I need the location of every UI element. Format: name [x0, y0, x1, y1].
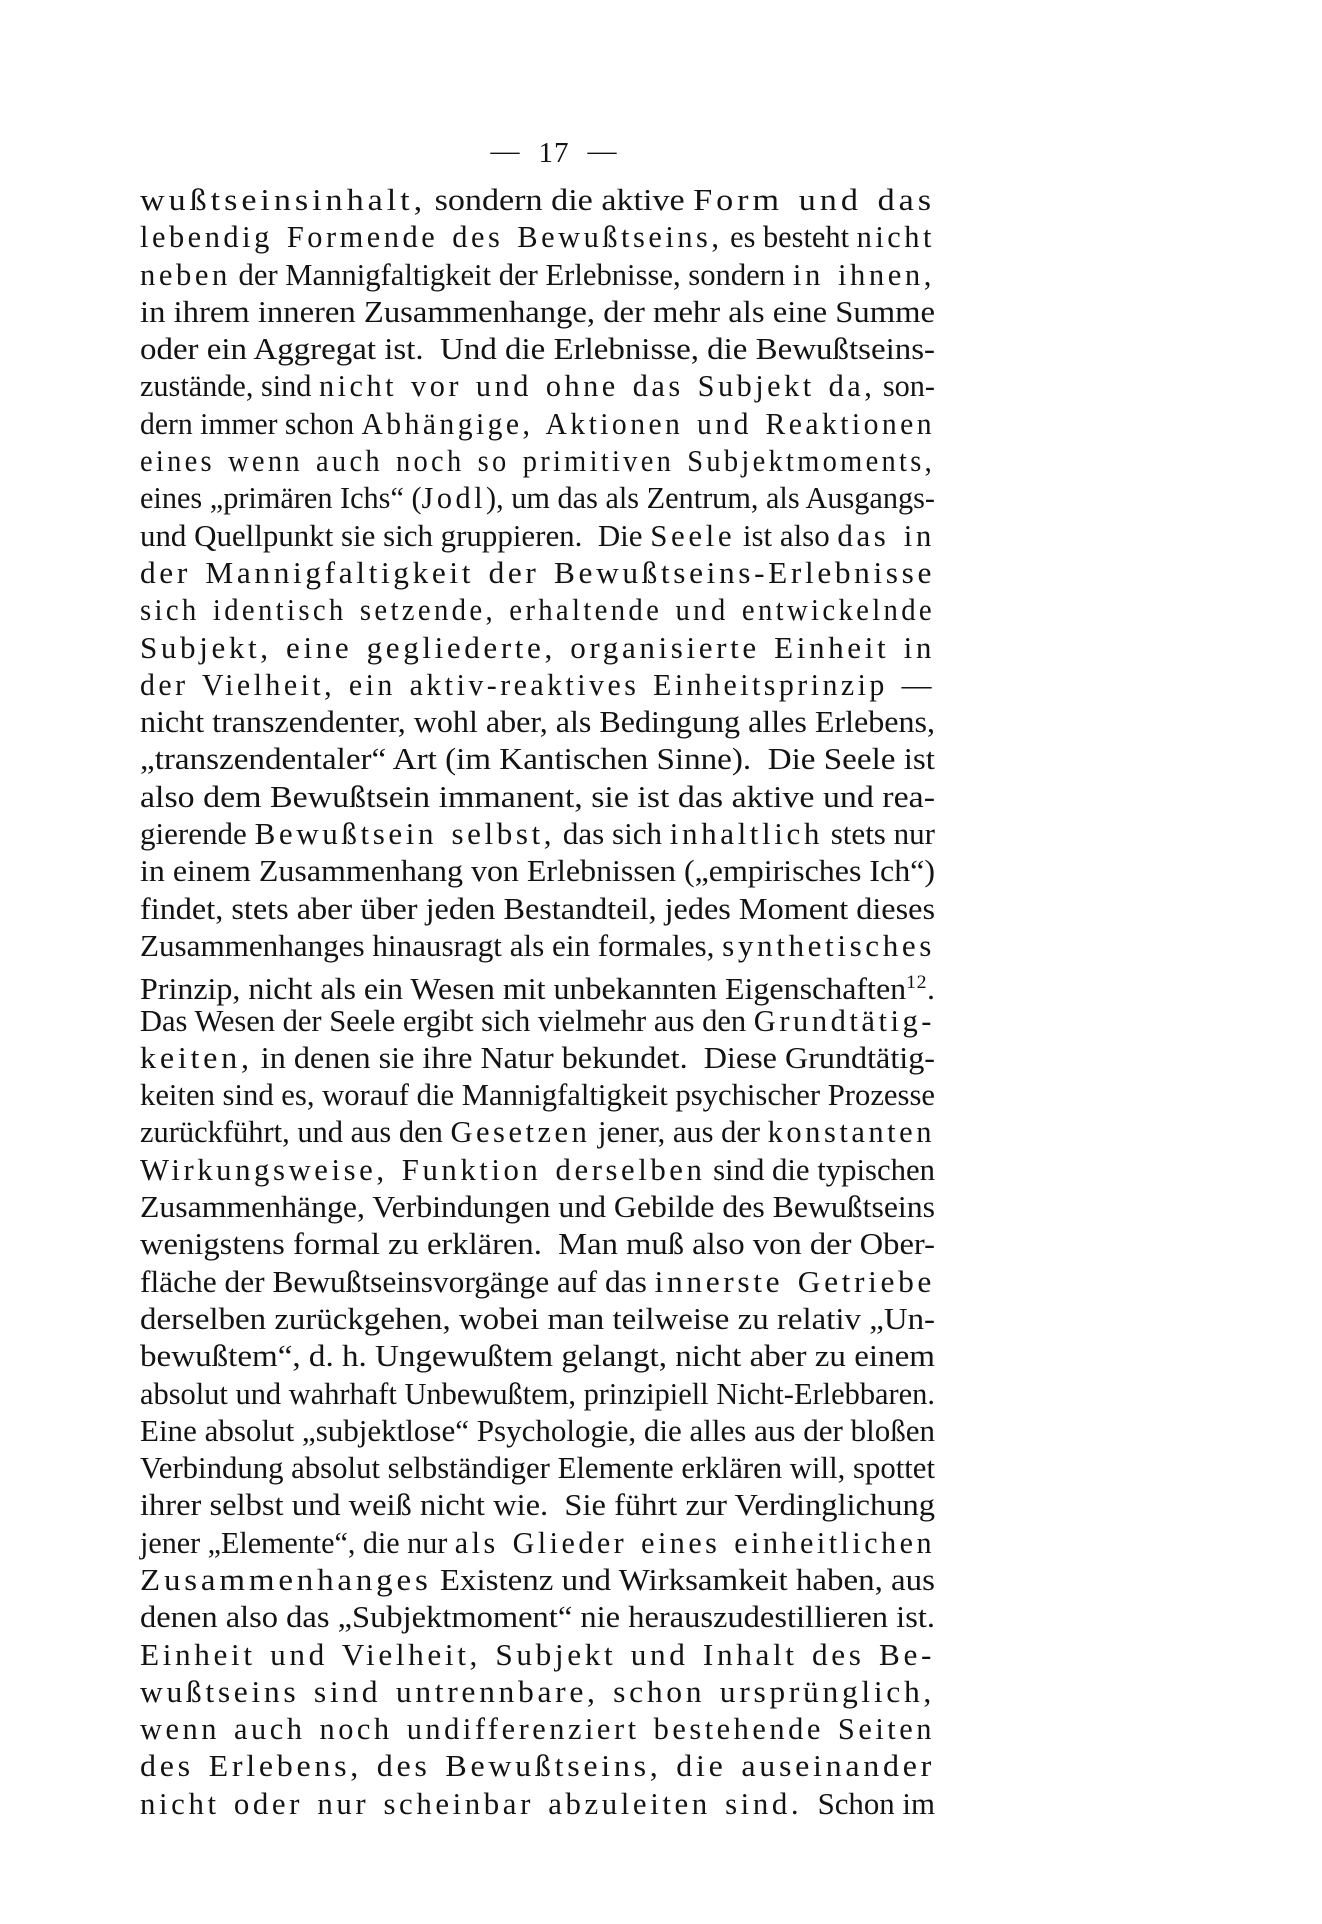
text-segment: fläche der Bewußtseinsvorgänge auf das — [140, 1263, 655, 1299]
text-line-content — [140, 554, 935, 591]
text-line — [140, 1561, 935, 1598]
text-line-content — [140, 591, 935, 628]
letterspaced-emphasis-segment: Gesetzen — [450, 1114, 591, 1150]
text-line — [140, 629, 935, 666]
letterspaced-emphasis-segment: das in — [837, 517, 935, 553]
text-line — [140, 181, 935, 218]
text-line-content — [140, 1673, 935, 1710]
text-segment: dern immer schon — [140, 405, 362, 441]
letterspaced-emphasis-segment: sich identisch setzende, erhaltende und entwickelnde — [140, 592, 935, 628]
text-line-content — [140, 1151, 935, 1188]
text-segment: Eine absolut „subjektlose“ Psychologie, die alles aus der bloßen — [140, 1412, 935, 1448]
letterspaced-emphasis-segment: eines wenn auch noch so primitiven Subjektmoments, — [140, 443, 935, 479]
text-line — [140, 517, 935, 554]
text-line-content — [140, 330, 935, 367]
letterspaced-emphasis-segment: Wirkungsweise, Funktion derselben — [140, 1151, 706, 1187]
text-segment: Existenz und Wirksamkeit haben, aus — [431, 1561, 935, 1597]
text-line — [140, 1151, 935, 1188]
text-segment: absolut und wahrhaft Unbewußtem, prinzipiell Nicht-Erlebbaren. — [140, 1375, 935, 1411]
text-line-content — [140, 218, 935, 255]
letterspaced-emphasis-segment: neben — [140, 256, 231, 292]
text-line-content — [140, 1225, 935, 1262]
text-segment: in einem Zusammenhang von Erlebnissen („empirisches Ich“) — [140, 853, 936, 889]
text-line — [140, 293, 935, 330]
text-segment: jener, aus der — [590, 1114, 768, 1150]
text-line-content — [140, 1710, 935, 1747]
text-segment: nicht transzendenter, wohl aber, als Bedingung alles Erlebens, — [140, 704, 935, 740]
letterspaced-emphasis-segment: Einheit und Vielheit, Subjekt und Inhalt des Be- — [140, 1636, 936, 1672]
text-line-content — [140, 405, 935, 442]
text-line — [140, 1113, 935, 1150]
text-segment: stets nur — [822, 816, 936, 852]
letterspaced-emphasis-segment: nicht vor und ohne das Subjekt da, — [318, 368, 876, 404]
text-line-content — [140, 740, 935, 777]
text-line-content — [140, 666, 935, 703]
text-line — [140, 330, 935, 367]
letterspaced-emphasis-segment: Grundtätig- — [753, 1002, 935, 1038]
text-line — [140, 256, 935, 293]
text-segment: oder ein Aggregat ist. Und die Erlebnisse, die Bewußtseins- — [140, 331, 935, 367]
text-line — [140, 1225, 935, 1262]
text-line — [140, 1263, 935, 1300]
text-line-content — [140, 293, 935, 330]
letterspaced-emphasis-segment: des Erlebens, des Bewußtseins, die auseinander — [140, 1748, 935, 1784]
text-line-content — [140, 1263, 935, 1300]
text-segment: „transzendentaler“ Art (im Kantischen Sinne). Die Seele ist — [140, 741, 935, 777]
page-number: 17 — [538, 137, 570, 169]
text-segment: in ihrem inneren Zusammenhange, der mehr als eine Summe — [140, 293, 935, 329]
text-line-content — [140, 1785, 935, 1822]
letterspaced-emphasis-segment: Seele — [650, 517, 736, 553]
text-segment: sind die typischen — [705, 1151, 935, 1187]
letterspaced-emphasis-segment: der Mannigfaltigkeit der Bewußtseins-Erlebnisse — [140, 554, 935, 590]
text-segment: Schon im — [802, 1785, 935, 1821]
text-line-content — [140, 367, 935, 404]
text-line — [140, 479, 935, 516]
text-segment: zurückführt, und aus den — [140, 1114, 451, 1150]
text-segment: son- — [875, 368, 935, 404]
text-line — [140, 815, 935, 852]
text-segment: Prinzip, nicht als ein Wesen mit unbekannten Eigenschaften — [140, 971, 907, 1007]
text-line — [140, 666, 935, 703]
page-number-dash-left: — — [490, 135, 521, 167]
text-segment: eines „primären Ichs“ ( — [140, 480, 422, 516]
letterspaced-emphasis-segment: in ihnen, — [792, 256, 935, 292]
text-line — [140, 778, 935, 815]
text-segment: . — [927, 971, 935, 1007]
text-line — [140, 1076, 935, 1113]
text-segment: keiten sind es, worauf die Mannigfaltigkeit psychischer Prozesse — [140, 1077, 935, 1113]
text-segment: Zusammenhanges hinausragt als ein formales, — [140, 927, 723, 963]
text-line — [140, 1673, 935, 1710]
text-line — [140, 1449, 935, 1486]
letterspaced-emphasis-segment: lebendig Formende des Bewußtseins, — [140, 219, 723, 255]
text-line — [140, 1486, 935, 1523]
text-line — [140, 740, 935, 777]
text-line-content — [140, 1747, 935, 1784]
text-segment: jener „Elemente“, die nur — [140, 1524, 455, 1560]
text-segment: Verbindung absolut selbständiger Elemente erklären will, spottet — [140, 1450, 935, 1486]
text-segment: derselben zurückgehen, wobei man teilweise zu relativ „Un- — [140, 1300, 935, 1336]
text-line — [140, 1039, 935, 1076]
text-line — [140, 1002, 935, 1039]
text-line-content — [140, 1598, 935, 1635]
text-line-content — [140, 1449, 935, 1486]
text-line-content — [140, 1375, 935, 1412]
text-segment: es besteht — [722, 219, 857, 255]
text-segment: Das Wesen der Seele ergibt sich vielmehr aus den — [140, 1002, 754, 1038]
text-line-content — [140, 181, 935, 218]
text-line — [140, 218, 935, 255]
letterspaced-emphasis-segment: wußtseinsinhalt, — [140, 182, 427, 217]
text-segment: der Mannigfaltigkeit der Erlebnisse, sondern — [230, 256, 793, 292]
text-line — [140, 1524, 935, 1561]
letterspaced-emphasis-segment: nicht — [856, 219, 935, 255]
text-segment: das sich — [555, 816, 670, 852]
text-line — [140, 1188, 935, 1225]
text-line-content — [140, 778, 935, 815]
text-line-content — [140, 1636, 935, 1673]
page-number-dash-right: — — [587, 135, 618, 167]
text-line — [140, 1300, 935, 1337]
body-text — [140, 181, 935, 1822]
text-segment: gierende — [140, 816, 255, 852]
text-segment: sondern die aktive — [426, 182, 694, 217]
text-line — [140, 703, 935, 740]
text-segment: ihrer selbst und weiß nicht wie. Sie führt zur Verdinglichung — [140, 1487, 935, 1523]
text-line — [140, 367, 935, 404]
letterspaced-emphasis-segment: wußtseins sind untrennbare, schon ursprünglich, — [140, 1673, 935, 1709]
text-line-content — [140, 479, 935, 516]
text-line-content — [140, 1412, 935, 1449]
letterspaced-emphasis-segment: der Vielheit, ein aktiv-reaktives Einheitsprinzip — — [140, 666, 935, 702]
text-segment: findet, stets aber über jeden Bestandteil, jedes Moment dieses — [140, 890, 935, 926]
text-line — [140, 964, 935, 1007]
text-line — [140, 442, 935, 479]
text-line-content — [140, 890, 935, 927]
text-line-content — [140, 1002, 935, 1039]
text-segment: wenigstens formal zu erklären. Man muß also von der Ober- — [140, 1226, 935, 1262]
letterspaced-emphasis-segment: synthetisches — [722, 927, 935, 963]
text-line-content — [140, 927, 935, 964]
text-segment: Zusammenhänge, Verbindungen und Gebilde des Bewußtseins — [140, 1189, 935, 1225]
text-segment: ist also — [735, 517, 838, 553]
text-line — [140, 1636, 935, 1673]
text-line — [140, 1337, 935, 1374]
text-segment: und Quellpunkt sie sich gruppieren. Die — [140, 517, 651, 553]
letterspaced-emphasis-segment: Abhängige, Aktionen und Reaktionen — [361, 405, 936, 441]
letterspaced-emphasis-segment: inhaltlich — [669, 816, 823, 852]
text-line-content — [140, 1039, 935, 1076]
text-line — [140, 1375, 935, 1412]
text-line — [140, 554, 935, 591]
text-line-content — [140, 1113, 935, 1150]
letterspaced-emphasis-segment: Jodl — [421, 480, 487, 516]
letterspaced-emphasis-segment: Form und das — [693, 182, 936, 217]
letterspaced-emphasis-segment: konstanten — [767, 1114, 935, 1150]
text-line-content — [140, 703, 935, 740]
text-line — [140, 1785, 935, 1822]
text-line — [140, 405, 935, 442]
text-line — [140, 1412, 935, 1449]
text-line — [140, 927, 935, 964]
letterspaced-emphasis-segment: innerste Getriebe — [654, 1263, 935, 1299]
text-line-content — [140, 1561, 935, 1598]
text-line-content — [140, 1076, 935, 1113]
text-line — [140, 1598, 935, 1635]
letterspaced-emphasis-segment: als Glieder eines einheitlichen — [454, 1524, 935, 1560]
text-segment: bewußtem“, d. h. Ungewußtem gelangt, nicht aber zu einem — [140, 1338, 936, 1374]
text-line-content — [140, 256, 935, 293]
letterspaced-emphasis-segment: Bewußtsein selbst, — [254, 816, 556, 852]
text-line-content — [140, 442, 935, 479]
text-line — [140, 890, 935, 927]
text-line-content — [140, 1300, 935, 1337]
text-line-content — [140, 1337, 935, 1374]
text-line — [140, 591, 935, 628]
text-line — [140, 852, 935, 889]
text-line-content — [140, 852, 935, 889]
text-segment: zustände, sind — [140, 368, 319, 404]
footnote-reference: 12 — [906, 972, 928, 994]
text-line-content — [140, 517, 935, 554]
text-line-content — [140, 1486, 935, 1523]
text-line — [140, 1710, 935, 1747]
text-segment: denen also das „Subjektmoment“ nie herauszudestillieren ist. — [140, 1599, 935, 1635]
letterspaced-emphasis-segment: Subjekt, eine gegliederte, organisierte Einheit in — [140, 629, 935, 665]
text-line-content — [140, 629, 935, 666]
text-line-content — [140, 1188, 935, 1225]
letterspaced-emphasis-segment: wenn auch noch undifferenziert bestehende Seiten — [140, 1711, 935, 1747]
letterspaced-emphasis-segment: Zusammenhanges — [140, 1561, 432, 1597]
text-line — [140, 1747, 935, 1784]
text-segment: ), um das als Zentrum, als Ausgangs- — [486, 480, 935, 516]
text-segment: also dem Bewußtsein immanent, sie ist das aktive und rea- — [140, 778, 936, 814]
text-line-content — [140, 1524, 935, 1561]
letterspaced-emphasis-segment: nicht oder nur scheinbar abzuleiten sind. — [140, 1785, 803, 1821]
text-line-content — [140, 815, 935, 852]
text-segment: in denen sie ihre Natur bekundet. Diese Grundtätig- — [252, 1039, 935, 1075]
letterspaced-emphasis-segment: keiten, — [140, 1039, 253, 1075]
